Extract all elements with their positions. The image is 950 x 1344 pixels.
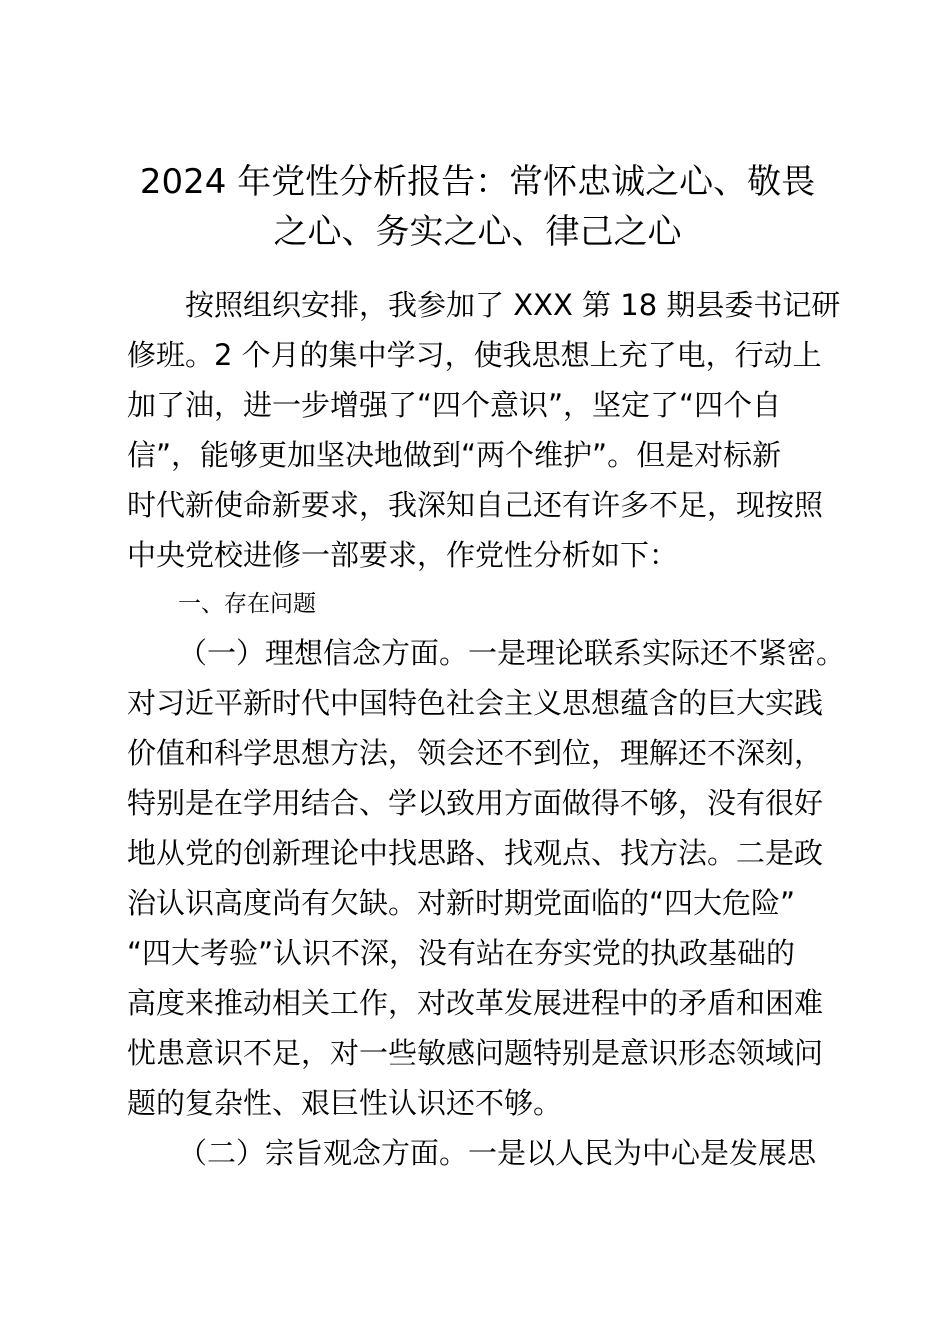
section1-paragraph-line: 价值和科学思想方法，领会还不到位，理解还不深刻， — [127, 736, 824, 770]
intro-paragraph-line: 加了油，进一步增强了“四个意识”，坚定了“四个自 — [127, 388, 782, 422]
intro-paragraph-line: 信”，能够更加坚决地做到“两个维护”。但是对标新 — [127, 438, 782, 472]
intro-paragraph-line: 按照组织安排，我参加了 XXX 第 18 期县委书记研 — [185, 288, 841, 322]
section1-paragraph-line: 地从党的创新理论中找思路、找观点、找方法。二是政 — [127, 836, 824, 870]
section1-paragraph-line: 题的复杂性、艰巨性认识还不够。 — [127, 1086, 563, 1120]
document-title-line-1: 2024 年党性分析报告：常怀忠诚之心、敬畏 — [139, 162, 816, 202]
section1-paragraph-line: 高度来推动相关工作，对改革发展进程中的矛盾和困难 — [127, 986, 824, 1020]
section1-paragraph-line: 特别是在学用结合、学以致用方面做得不够，没有很好 — [127, 786, 824, 820]
section-heading-problems: 一、存在问题 — [178, 591, 316, 617]
section1-paragraph-line: 对习近平新时代中国特色社会主义思想蕴含的巨大实践 — [127, 686, 824, 720]
intro-paragraph-line: 修班。2 个月的集中学习，使我思想上充了电，行动上 — [127, 338, 822, 372]
intro-paragraph-line: 中央党校进修一部要求，作党性分析如下： — [127, 538, 679, 572]
section2-paragraph-line: （二）宗旨观念方面。一是以人民为中心是发展思 — [178, 1136, 817, 1170]
section1-paragraph-line: “四大考验”认识不深，没有站在夯实党的执政基础的 — [127, 936, 796, 970]
section1-paragraph-line: 忧患意识不足，对一些敏感问题特别是意识形态领域问 — [127, 1036, 824, 1070]
section1-paragraph-line: （一）理想信念方面。一是理论联系实际还不紧密。 — [178, 636, 846, 670]
section1-paragraph-line: 治认识高度尚有欠缺。对新时期党面临的“四大危险” — [127, 886, 796, 920]
document-title-line-2: 之心、务实之心、律己之心 — [273, 212, 682, 252]
intro-paragraph-line: 时代新使命新要求，我深知自己还有许多不足，现按照 — [127, 488, 824, 522]
